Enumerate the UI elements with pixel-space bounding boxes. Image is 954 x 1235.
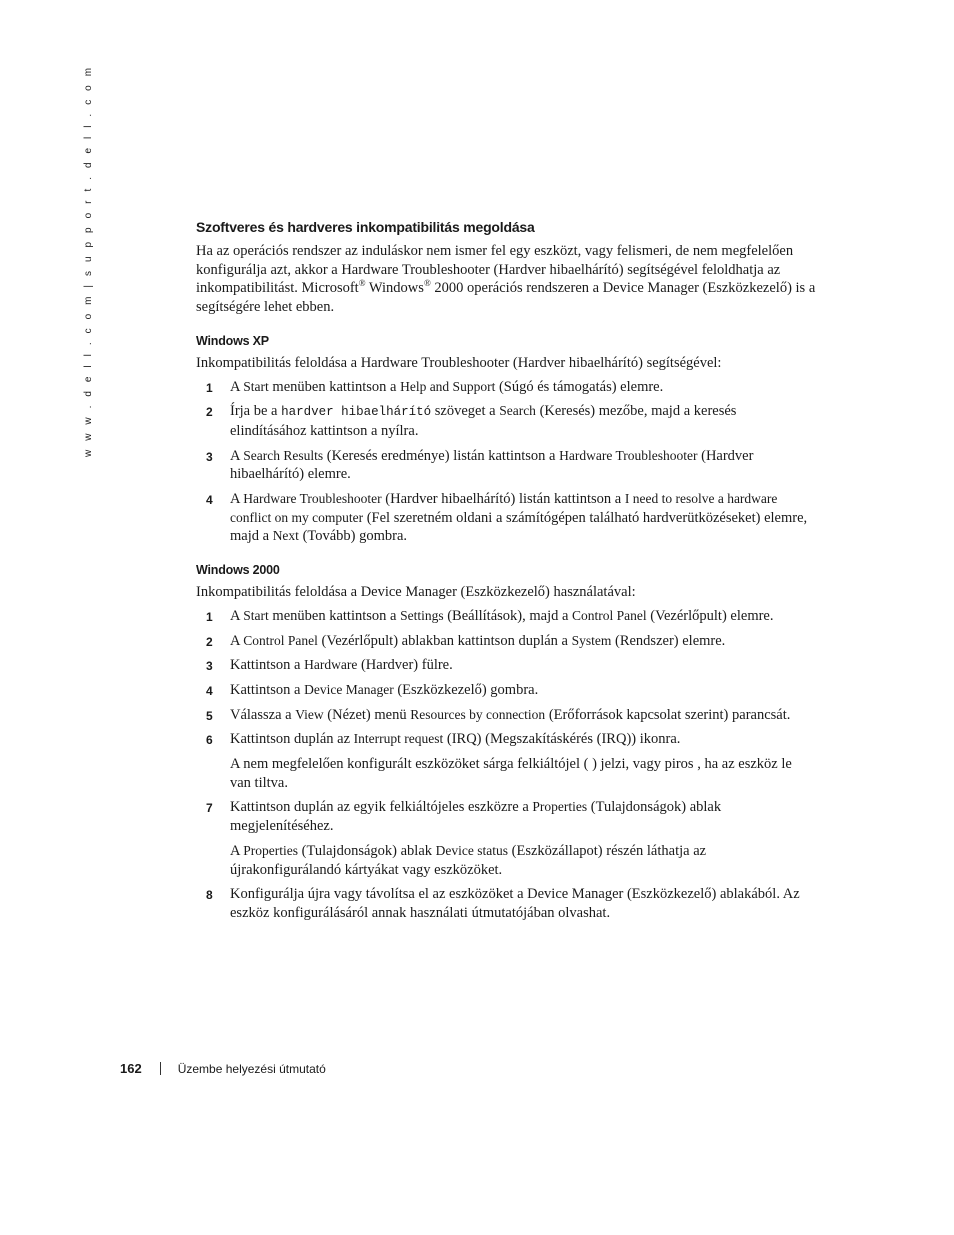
intro-paragraph: Ha az operációs rendszer az induláskor nem ismer fel egy eszközt, vagy felismeri, de nem megfelelően konfigurálja azt, akkor a Hardware Troubleshooter (Hardver hibaelhárító) segítségével feloldhatja az inkompatibilitást. Microsoft® Windows® 2000 operációs rendszeren a Device Manager (Eszközkezelő) is a segítségére lehet ebben. [196, 243, 816, 316]
side-url: w w w . d e l l . c o m | s u p p o r t . d e l l . c o m [83, 64, 94, 457]
list-item: 7 Kattintson duplán az egyik felkiáltójeles eszközre a Properties (Tulajdonságok) ablak megjelenítéséhez. A Properties (Tulajdonságok) ablak Device status (Eszközállapot) részén láthatja az újrakonfigurálandó kártyákat vagy eszközöket. [196, 798, 816, 879]
main-content [196, 219, 816, 929]
list-item: 5 Válassza a View (Nézet) menü Resources by connection (Erőforrások kapcsolat szerint) parancsát. [206, 706, 791, 723]
step-note: A Properties (Tulajdonságok) ablak Device status (Eszközállapot) részén láthatja az újrakonfigurálandó kártyákat vagy eszközöket. [230, 842, 707, 878]
windows-xp-intro: Inkompatibilitás feloldása a Hardware Troubleshooter (Hardver hibaelhárító) segítségével: [196, 354, 722, 371]
list-item: 1 A Start menüben kattintson a Help and Support (Súgó és támogatás) elemre. [206, 378, 664, 395]
footer-divider [160, 1062, 161, 1075]
windows-2000-intro: Inkompatibilitás feloldása a Device Manager (Eszközkezelő) használatával: [196, 584, 636, 601]
list-item: 2 A Control Panel (Vezérlőpult) ablakban kattintson duplán a System (Rendszer) elemre. [206, 632, 726, 649]
list-item: 8 Konfigurálja újra vagy távolítsa el az eszközöket a Device Manager (Eszközkezelő) ablakából. Az eszköz konfigurálásáról annak használati útmutatójában olvashat. [206, 886, 800, 921]
windows-2000-heading: Windows 2000 [196, 563, 280, 578]
list-item: 6 Kattintson duplán az Interrupt request (IRQ) (Megszakításkérés (IRQ)) ikonra. A nem megfelelően konfigurált eszközöket sárga felkiáltójel ( ) jelzi, vagy piros , ha az eszköz le van tiltva. [196, 730, 816, 792]
windows-xp-steps [196, 378, 816, 547]
step-note: A nem megfelelően konfigurált eszközöket sárga felkiáltójel ( ) jelzi, vagy piros , ha az eszköz le van tiltva. [230, 756, 792, 791]
windows-2000-steps [196, 607, 816, 923]
page-number: 162 [120, 1061, 142, 1076]
list-item: 3 Kattintson a Hardware (Hardver) fülre. [206, 657, 453, 674]
list-item: 4 Kattintson a Device Manager (Eszközkezelő) gombra. [206, 681, 539, 698]
list-item: 1 A Start menüben kattintson a Settings (Beállítások), majd a Control Panel (Vezérlőpult) elemre. [206, 607, 774, 624]
section-title: Szoftveres és hardveres inkompatibilitás megoldása [196, 219, 535, 235]
list-item: 4 A Hardware Troubleshooter (Hardver hibaelhárító) listán kattintson a I need to resolve a hardware conflict on my computer (Fel szeretném oldani a számítógépen található hardverütközéseket) elemre, majd a Next (Tovább) gombra. [206, 491, 808, 545]
page-footer [120, 1061, 326, 1076]
list-item: 3 A Search Results (Keresés eredménye) listán kattintson a Hardware Troubleshooter (Hardver hibaelhárító) elemre. [206, 447, 754, 483]
windows-xp-heading: Windows XP [196, 333, 269, 348]
list-item: 2 Írja be a hardver hibaelhárító szöveget a Search (Keresés) mezőbe, majd a keresés elindításához kattintson a nyílra. [206, 403, 737, 439]
footer-title: Üzembe helyezési útmutató [177, 1062, 326, 1076]
